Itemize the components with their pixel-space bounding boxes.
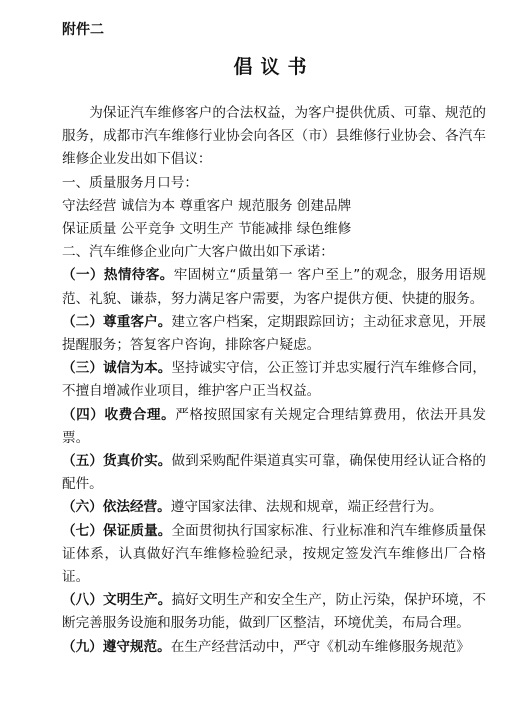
commitment-2-body: 建立客户档案，定期跟踪回访；主动征求意见，开展提醒服务；答复客户咨询，排除客户疑虑。 xyxy=(62,313,487,354)
commitment-2-head: （二）尊重客户。 xyxy=(62,313,172,330)
section-1-heading: 一、质量服务月口号： xyxy=(62,174,198,191)
commitment-item-2 xyxy=(62,311,486,357)
commitment-item-1 xyxy=(62,264,486,310)
attachment-label: 附件二 xyxy=(62,22,104,38)
section-2-heading: 二、汽车维修企业向广大客户做出如下承诺： xyxy=(62,244,334,261)
commitment-3-body: 坚持诚实守信，公正签订并忠实履行汽车维修合同，不擅自增减作业项目，维护客户正当权益。 xyxy=(62,360,487,400)
slogan-line-1: 守法经营 诚信为本 尊重客户 规范服务 创建品牌 xyxy=(62,197,352,214)
commitment-7-body: 全面贯彻执行国家标准、行业标准和汽车维修质量保证体系，认真做好汽车维修检验纪录，按规定签发汽车维修出厂合格证。 xyxy=(62,522,487,586)
commitment-4-body: 严格按照国家有关规定合理结算费用，依法开具发票。 xyxy=(62,406,487,446)
intro-paragraph: 为保证汽车维修客户的合法权益，为客户提供优质、可靠、规范的服务，成都市汽车维修行业协会向各区（市）县维修行业协会、各汽车维修企业发出如下倡议： xyxy=(62,105,486,168)
commitment-9-body: 在生产经营活动中，严守《机动车维修服务规范》 xyxy=(170,638,470,655)
commitment-8-body: 搞好文明生产和安全生产，防止污染，保护环境，不断完善服务设施和服务功能，做到厂区整洁，环境优美，布局合理。 xyxy=(62,592,487,632)
commitment-1-body: 牢固树立“质量第一 客户至上”的观念，服务用语规范、礼貌、谦恭，努力满足客户需要，为客户提供方便、快捷的服务。 xyxy=(62,267,487,307)
commitment-8-head: （八）文明生产。 xyxy=(62,592,172,609)
commitment-4-head: （四）收费合理。 xyxy=(62,406,176,423)
document-title: 倡议书 xyxy=(233,56,315,78)
commitment-item-7 xyxy=(62,520,486,590)
commitment-item-6 xyxy=(62,496,486,519)
slogan-line-2: 保证质量 公平竞争 文明生产 节能减排 绿色维修 xyxy=(62,221,352,238)
commitment-7-head: （七）保证质量。 xyxy=(62,522,172,539)
commitment-6-head: （六）依法经营。 xyxy=(62,499,171,516)
commitment-item-5 xyxy=(62,450,486,496)
commitment-5-head: （五）货真价实。 xyxy=(62,453,172,470)
commitment-item-3 xyxy=(62,357,486,403)
commitment-5-body: 做到采购配件渠道真实可靠，确保使用经认证合格的配件。 xyxy=(62,453,487,493)
commitment-1-head: （一）热情待客。 xyxy=(62,267,174,284)
commitment-9-head: （九）遵守规范。 xyxy=(62,638,171,655)
commitment-item-8 xyxy=(62,589,486,635)
commitment-item-9 xyxy=(62,636,486,659)
commitment-6-body: 遵守国家法律、法规和规章，端正经营行为。 xyxy=(170,499,443,516)
commitment-3-head: （三）诚信为本。 xyxy=(62,360,172,377)
commitment-item-4 xyxy=(62,404,486,450)
